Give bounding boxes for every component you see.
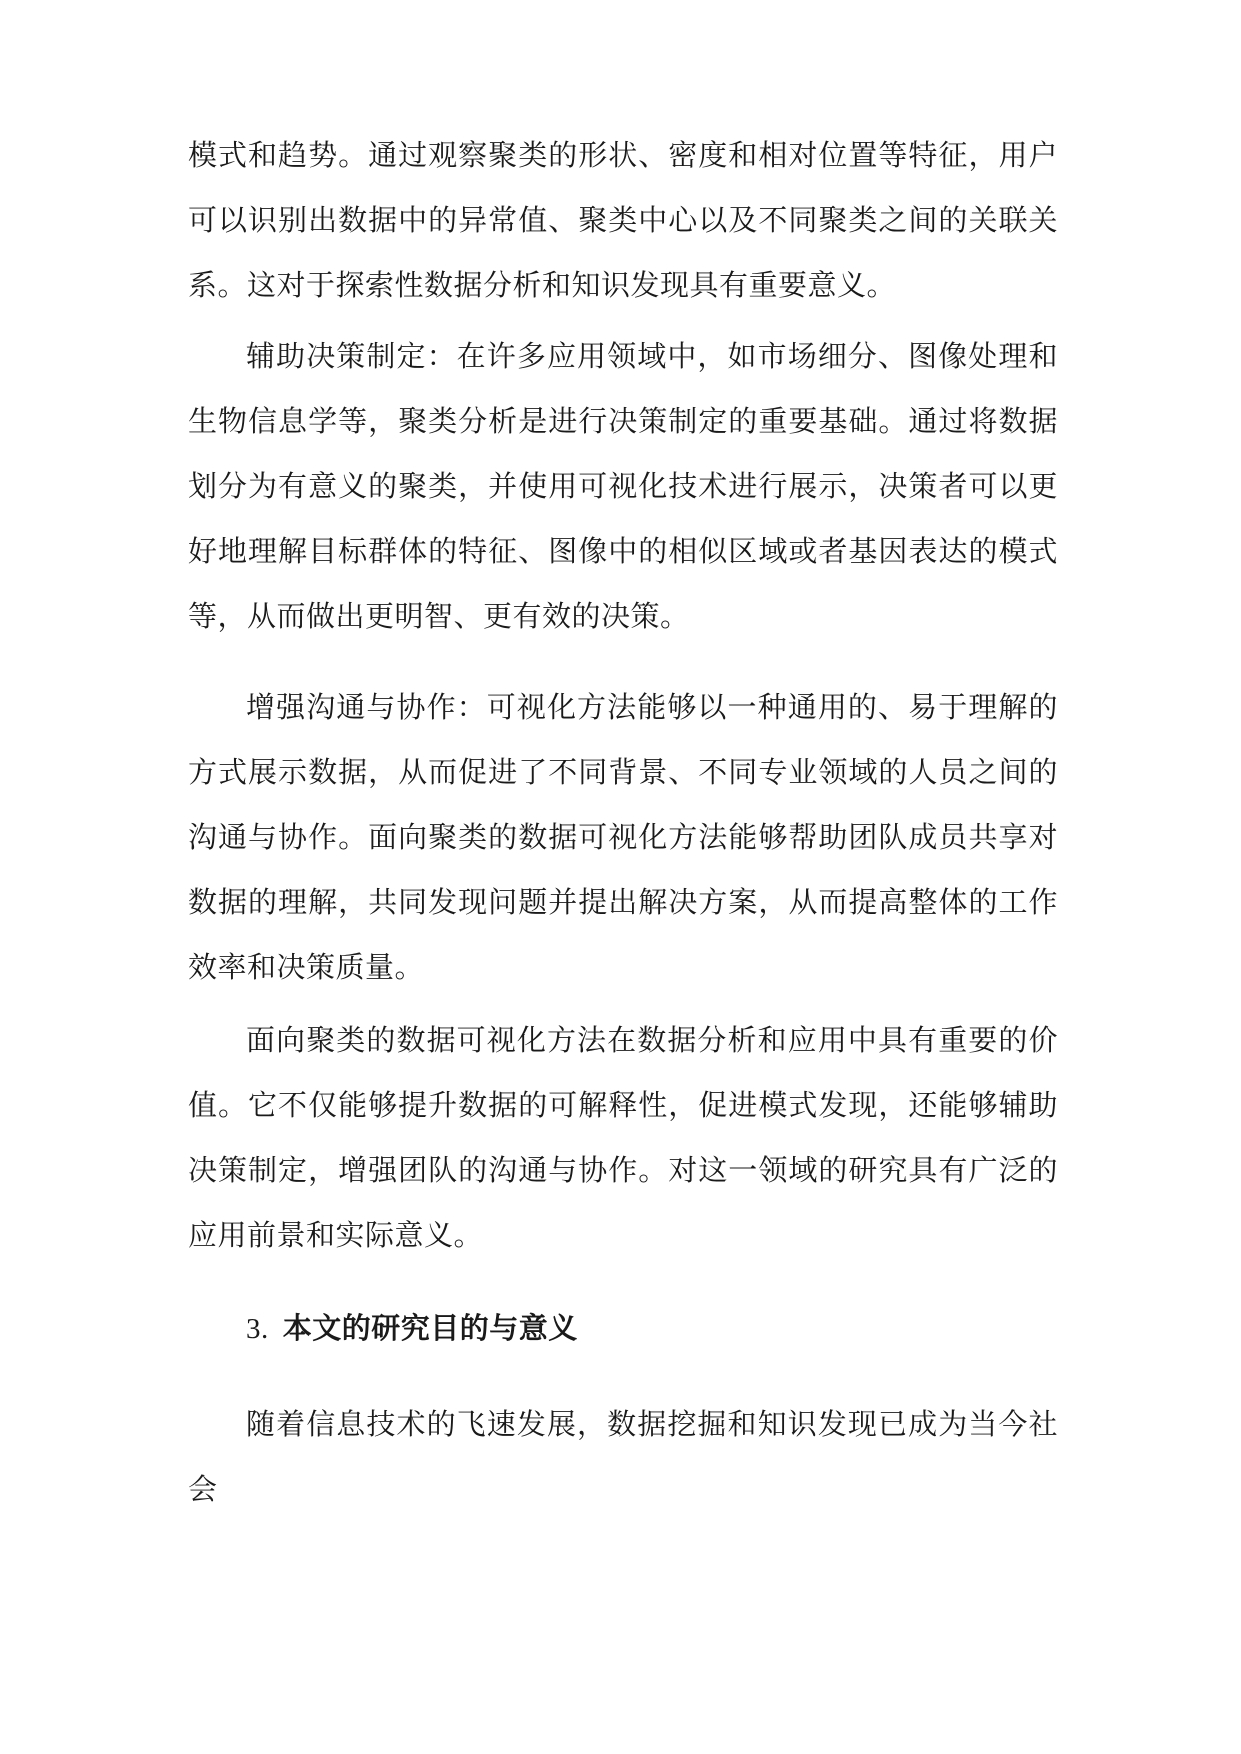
paragraph-communication: 增强沟通与协作：可视化方法能够以一种通用的、易于理解的方式展示数据，从而促进了不同背景、不同专业领域的人员之间的沟通与协作。面向聚类的数据可视化方法能够帮助团队成员共享对数据的理解，共同发现问题并提出解决方案，从而提高整体的工作效率和决策质量。 — [188, 690, 1058, 984]
paragraph-summary: 面向聚类的数据可视化方法在数据分析和应用中具有重要的价值。它不仅能够提升数据的可解释性，促进模式发现，还能够辅助决策制定，增强团队的沟通与协作。对这一领域的研究具有广泛的应用前景和实际意义。 — [188, 1023, 1058, 1252]
paragraph-research-intro: 随着信息技术的飞速发展，数据挖掘和知识发现已成为当今社会 — [188, 1407, 1058, 1506]
section-number: 3. — [246, 1313, 269, 1345]
section-heading — [246, 1296, 1046, 1362]
section-title: 本文的研究目的与意义 — [282, 1311, 578, 1345]
paragraph-continuation: 模式和趋势。通过观察聚类的形状、密度和相对位置等特征，用户可以识别出数据中的异常值、聚类中心以及不同聚类之间的关联关系。这对于探索性数据分析和知识发现具有重要意义。 — [188, 138, 1058, 302]
paragraph-decision-support: 辅助决策制定：在许多应用领域中，如市场细分、图像处理和生物信息学等，聚类分析是进行决策制定的重要基础。通过将数据划分为有意义的聚类，并使用可视化技术进行展示，决策者可以更好地理解目标群体的特征、图像中的相似区域或者基因表达的模式等，从而做出更明智、更有效的决策。 — [188, 339, 1058, 633]
